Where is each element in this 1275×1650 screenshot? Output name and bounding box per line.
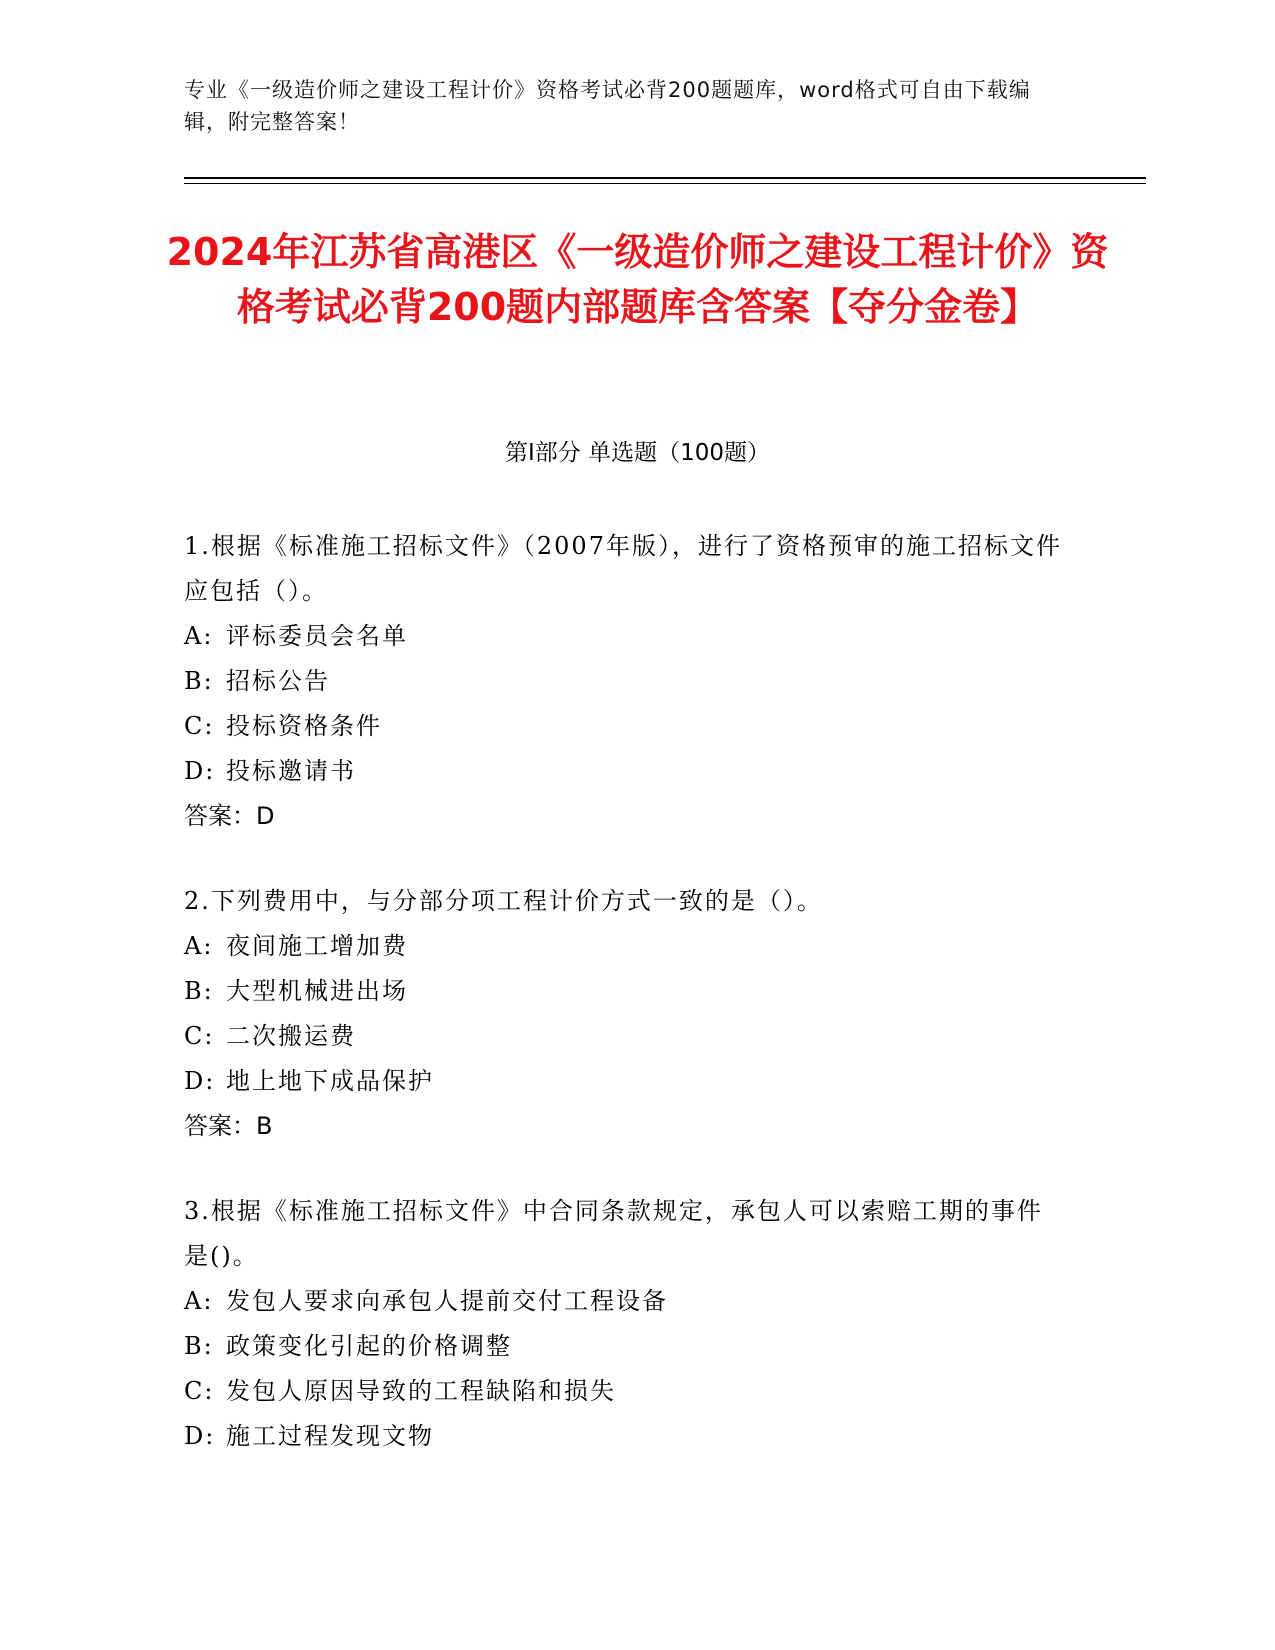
option-key: A: — [184, 622, 214, 650]
option-text: 二次搬运费 — [226, 1022, 356, 1050]
option-key: B: — [184, 977, 214, 1005]
header-divider-thin — [184, 183, 1146, 184]
header-divider-thick — [184, 177, 1146, 179]
option-c — [184, 704, 1064, 749]
option-a — [184, 614, 1064, 659]
option-text: 投标资格条件 — [226, 712, 382, 740]
section-title: 第I部分 单选题（100题） — [505, 440, 770, 466]
option-text: 大型机械进出场 — [226, 977, 408, 1005]
question-list — [184, 524, 1064, 1499]
option-d — [184, 749, 1064, 794]
option-text: 招标公告 — [226, 667, 330, 695]
question-stem: 3.根据《标准施工招标文件》中合同条款规定，承包人可以索赔工期的事件是()。 — [184, 1197, 1043, 1270]
answer-line: 答案：B — [184, 1112, 273, 1140]
option-d — [184, 1059, 1064, 1104]
option-text: 施工过程发现文物 — [226, 1422, 434, 1450]
question-stem: 1.根据《标准施工招标文件》（2007年版），进行了资格预审的施工招标文件应包括（）。 — [184, 532, 1062, 605]
option-text: 投标邀请书 — [226, 757, 356, 785]
option-c — [184, 1014, 1064, 1059]
header-note: 专业《一级造价师之建设工程计价》资格考试必背200题题库，word格式可自由下载编辑，附完整答案！ — [184, 78, 1031, 134]
option-b — [184, 969, 1064, 1014]
option-text: 评标委员会名单 — [226, 622, 408, 650]
question-1 — [184, 524, 1064, 839]
option-text: 政策变化引起的价格调整 — [226, 1332, 512, 1360]
option-key: C: — [184, 1377, 215, 1405]
option-key: B: — [184, 1332, 214, 1360]
option-key: B: — [184, 667, 214, 695]
option-key: C: — [184, 1022, 215, 1050]
option-a — [184, 1279, 1064, 1324]
question-3 — [184, 1189, 1064, 1459]
option-d — [184, 1414, 1064, 1459]
option-text: 地上地下成品保护 — [226, 1067, 434, 1095]
option-text: 发包人原因导致的工程缺陷和损失 — [226, 1377, 616, 1405]
option-key: C: — [184, 712, 215, 740]
question-stem: 2.下列费用中，与分部分项工程计价方式一致的是（）。 — [184, 887, 823, 915]
option-b — [184, 1324, 1064, 1369]
option-key: A: — [184, 932, 214, 960]
option-b — [184, 659, 1064, 704]
option-c — [184, 1369, 1064, 1414]
option-a — [184, 924, 1064, 969]
option-text: 夜间施工增加费 — [226, 932, 408, 960]
option-text: 发包人要求向承包人提前交付工程设备 — [226, 1287, 668, 1315]
option-key: D: — [184, 1067, 216, 1095]
question-2 — [184, 879, 1064, 1149]
option-key: D: — [184, 1422, 216, 1450]
document-title: 2024年江苏省高港区《一级造价师之建设工程计价》资格考试必背200题内部题库含答案【夺分金卷】 — [166, 230, 1109, 329]
option-key: A: — [184, 1287, 214, 1315]
answer-line: 答案：D — [184, 802, 275, 830]
option-key: D: — [184, 757, 216, 785]
